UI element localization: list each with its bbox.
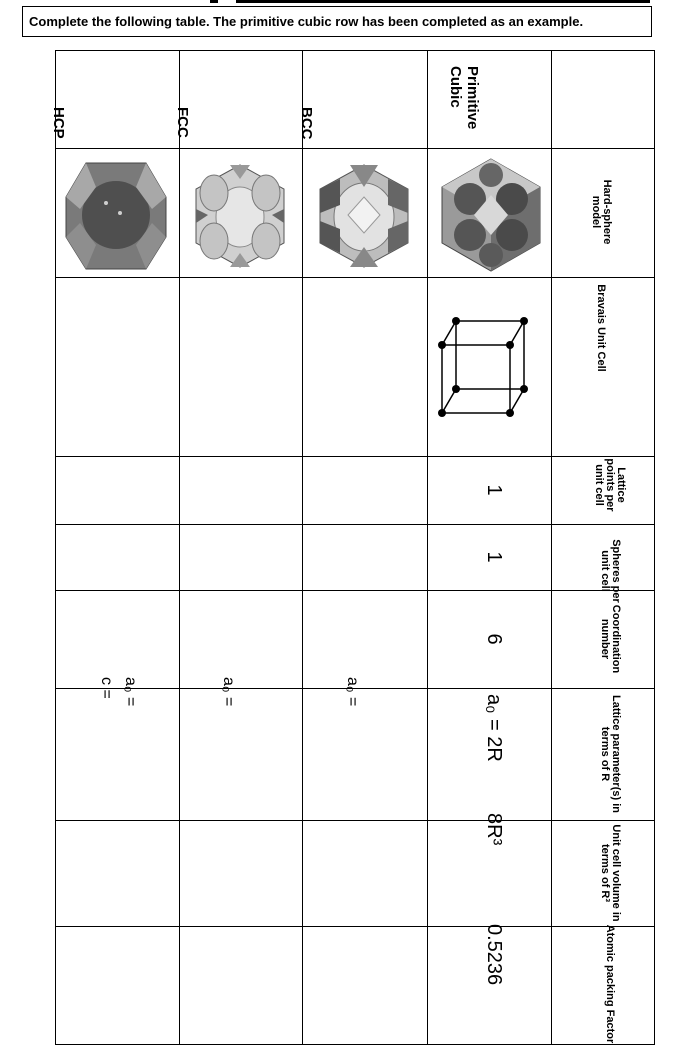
header-bravais-unit-cell: Bravais Unit Cell — [595, 284, 608, 372]
bcc-lattice-parameter-prompt: a₀ = — [344, 677, 361, 707]
bcc-sphere-model-image — [310, 157, 418, 273]
header-spheres-per-cell: Spheres per unit cell — [599, 539, 622, 603]
crystal-structure-table — [50, 50, 655, 1045]
primitive-cubic-sphere-model-image — [436, 155, 546, 273]
header-lattice-points: Lattice points per unit cell — [593, 458, 628, 512]
primitive-lattice-points-value: 1 — [483, 484, 506, 496]
primitive-coordination-value: 6 — [483, 633, 506, 645]
hcp-lattice-parameter-a-prompt: a₀ = — [122, 677, 139, 707]
primitive-unit-cell-volume-value: 8R³ — [483, 813, 506, 846]
header-lattice-parameter: Lattice parameter(s) in terms of R — [599, 695, 622, 813]
row-label-hcp: HCP — [50, 107, 67, 139]
fcc-sphere-model-image — [186, 157, 294, 273]
row-label-bcc: BCC — [298, 107, 315, 140]
header-hard-sphere-model: Hard-sphere model — [590, 179, 613, 245]
row-label-fcc: FCC — [174, 107, 191, 138]
primitive-packing-factor-value: 0.5236 — [483, 924, 506, 986]
header-coordination-number: Coordination number — [599, 604, 622, 674]
previous-page-edge — [0, 0, 678, 4]
header-unit-cell-volume: Unit cell volume in terms of R³ — [599, 824, 622, 922]
instructions-box — [22, 6, 652, 37]
row-label-primitive-cubic: Primitive Cubic — [447, 66, 481, 130]
fcc-lattice-parameter-prompt: a₀ = — [220, 677, 237, 707]
primitive-spheres-value: 1 — [483, 551, 506, 563]
hcp-sphere-model-image — [62, 157, 170, 273]
hcp-lattice-parameter-c-prompt: c = — [98, 677, 115, 699]
primitive-cubic-bravais-cell-drawing — [436, 309, 546, 429]
header-atomic-packing-factor: Atomic packing Factor — [604, 924, 617, 1044]
primitive-lattice-parameter-value: a₀ = 2R — [483, 694, 506, 762]
instructions-text: Complete the following table. The primitive cubic row has been completed as an example. — [29, 14, 584, 29]
